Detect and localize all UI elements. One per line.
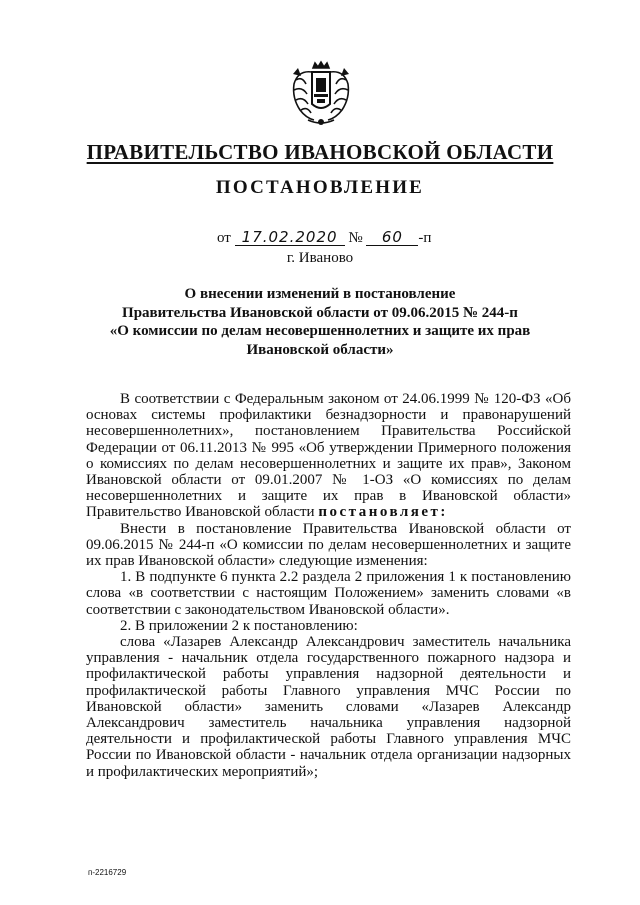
subject-line-1: О внесении изменений в постановление — [184, 286, 456, 302]
document-subject — [60, 285, 580, 359]
coat-of-arms-icon — [288, 60, 354, 128]
subject-line-4: Ивановской области» — [246, 341, 394, 358]
subject-line-2: Правительства Ивановской области от 09.06.2015 № 244-п — [122, 304, 518, 321]
footer-code: п-2216729 — [88, 868, 127, 877]
document-number: 60 — [366, 230, 418, 246]
item-1-paragraph: 1. В подпункте 6 пункта 2.2 раздела 2 приложения 1 к постановлению слова «в соответствии с настоящим Положением» заменить словами «в соответствии с законодательством Ивановской области». — [86, 569, 571, 618]
item-2-heading: 2. В приложении 2 к постановлению: — [120, 617, 358, 634]
from-label: от — [217, 230, 231, 246]
number-label: № — [348, 230, 363, 246]
document-body — [86, 391, 571, 780]
intro-paragraph: Внести в постановление Правительства Ивановской области от 09.06.2015 № 244-п «О комиссии по делам несовершеннолетних и защите их прав Ивановской области» следующие изменения: — [86, 520, 571, 570]
government-title: ПРАВИТЕЛЬСТВО ИВАНОВСКОЙ ОБЛАСТИ — [86, 140, 554, 164]
subject-line-3: «О комиссии по делам несовершеннолетних и защите их прав — [109, 323, 531, 340]
number-suffix: -п — [418, 230, 432, 246]
date-number-line — [217, 230, 431, 247]
item-2-text: слова «Лазарев Александр Александрович заместитель начальника управления - начальник отдела государственного пожарного надзора и профилактической работы управления надзорной деятельности и профилактической работы Главного управления МЧС России по Ивановской области» заменить словами «Лазарев Александр Александрович заместитель начальника управления надзорной деятельности и профилактической работы Главного управления МЧС России по Ивановской области - начальник отдела организации надзорных и профилактических мероприятий»; — [86, 634, 571, 780]
document-type-heading: ПОСТАНОВЛЕНИЕ — [215, 177, 425, 198]
document-date: 17.02.2020 — [235, 230, 345, 246]
resolves-word: постановляет: — [318, 504, 448, 521]
preamble-paragraph: В соответствии с Федеральным законом от 24.06.1999 № 120-ФЗ «Об основах системы профилактики безнадзорности и правонарушений несовершеннолетних», постановлением Правительства Российской Федерации от 06.11.2013 № 995 «Об утверждении Примерного положения о комиссиях по делам несовершеннолетних и защите их прав», Законом Ивановской области от 09.01.2007 № 1-ОЗ «О комиссиях по делам несовершеннолетних и защите их прав в Ивановской области» Правительство Ивановской области постановляет: — [86, 391, 571, 521]
city-line: г. Иваново — [286, 250, 354, 266]
